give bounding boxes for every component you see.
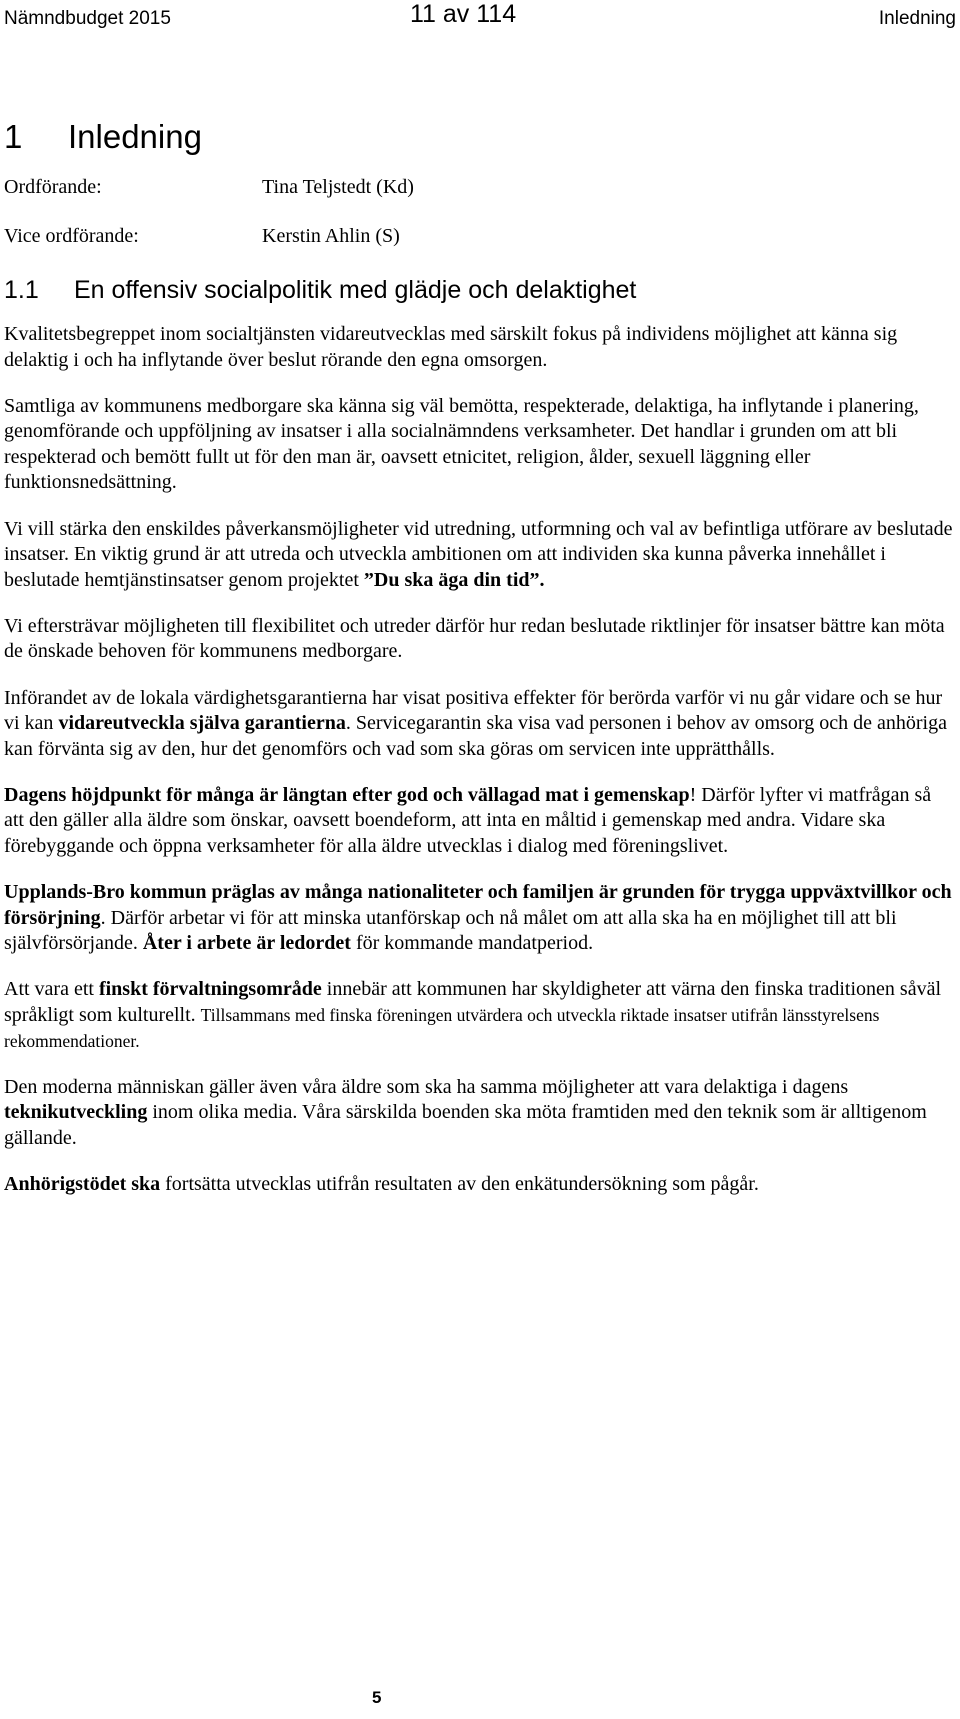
header-page-counter: 11 av 114 <box>410 0 517 28</box>
section-title: En offensiv socialpolitik med glädje och delaktighet <box>74 276 637 304</box>
paragraph <box>4 977 954 1054</box>
text-run: Vi vill stärka den enskildes påverkansmöjligheter vid utredning, utformning och val av befintliga utförare av beslutade insatser. En viktig grund är att utreda och utveckla ambitionen om att individen ska kunna påverka innehållet i beslutade hemtjänstinsatser genom projektet <box>4 517 953 591</box>
bold-text-run: vidareutveckla själva garantierna <box>58 712 346 735</box>
bold-text-run: ”Du ska äga din tid”. <box>363 568 545 591</box>
role-name: Tina Teljstedt (Kd) <box>262 176 414 198</box>
paragraph <box>4 322 954 373</box>
text-run: Att vara ett <box>4 978 99 1001</box>
paragraph <box>4 614 954 665</box>
bold-text-run: teknikutveckling <box>4 1101 148 1124</box>
chapter-number: 1 <box>4 118 23 155</box>
text-run: Vi eftersträvar möjligheten till flexibilitet och utreder därför hur redan beslutade riktlinjer för insatser bättre kan möta de önskade behoven för kommunens medborgare. <box>4 614 945 663</box>
bold-text-run: finskt förvaltningsområde <box>98 978 322 1001</box>
bold-text-run: Anhörigstödet ska <box>4 1172 161 1195</box>
bold-text-run: Upplands-Bro kommun präglas av många nationaliteter och familjen är grunden för trygga uppväxtvillkor och försörjning <box>4 881 952 929</box>
paragraph <box>4 1075 954 1152</box>
paragraph <box>4 517 954 594</box>
section-heading <box>4 276 636 305</box>
page-number: 5 <box>372 1688 382 1707</box>
chapter-title: Inledning <box>68 118 202 155</box>
text-run: Samtliga av kommunens medborgare ska känna sig väl bemötta, respekterade, delaktiga, ha inflytande i planering, genomförande och uppföljning av insatser i alla socialnämndens verksamheter. Det handlar i grunden om att bli respekterad och bemött fullt ut för den man är, oavsett etnicitet, religion, ålder, sexuell läggning eller funktionsnedsättning. <box>4 394 919 494</box>
body-text <box>4 322 954 1218</box>
text-run: för kommande mandatperiod. <box>350 932 594 955</box>
header-section-name: Inledning <box>878 8 956 29</box>
role-name: Kerstin Ahlin (S) <box>262 225 400 247</box>
bold-text-run: Dagens höjdpunkt för många är längtan efter god och vällagad mat i gemenskap <box>4 783 690 806</box>
role-label: Ordförande: <box>4 176 102 198</box>
text-run: . Servicegarantin ska visa vad personen i behov av omsorg och de anhöriga kan förvänta sig av den, hur det genomförs och vad som ska göras om servicen inte upprätthålls. <box>4 712 947 760</box>
paragraph <box>4 880 954 957</box>
text-run: Kvalitetsbegreppet inom socialtjänsten vidareutvecklas med särskilt fokus på individens möjlighet att känna sig delaktig i och ha inflytande över beslut rörande den egna omsorgen. <box>4 323 898 371</box>
section-number: 1.1 <box>4 276 39 304</box>
paragraph <box>4 394 954 496</box>
header-document-title: Nämndbudget 2015 <box>4 8 171 29</box>
role-chair <box>4 176 414 199</box>
paragraph <box>4 1172 954 1198</box>
small-text-run: Tillsammans med finska föreningen utvärdera och utveckla riktade insatser utifrån länsstyrelsens rekommendationer. <box>4 1004 880 1051</box>
text-run: . Därför arbetar vi för att minska utanförskap och nå målet om att alla ska ha en möjlighet till att bli självförsörjande. <box>4 906 897 955</box>
paragraph <box>4 783 954 860</box>
role-vice-chair <box>4 225 400 248</box>
text-run: ! Därför lyfter vi matfrågan så att den gäller alla äldre som önskar, oavsett boendeform, att inta en måltid i gemenskap med andra. Vidare ska förebyggande och öppna verksamheter för alla äldre utvecklas i dialog med föreningslivet. <box>4 783 932 857</box>
text-run: fortsätta utvecklas utifrån resultaten av den enkätundersökning som pågår. <box>160 1172 759 1195</box>
text-run: innebär att kommunen har skyldigheter att värna den finska traditionen såväl språkligt som kulturellt. <box>4 978 942 1026</box>
text-run: inom olika media. Våra särskilda boenden ska möta framtiden med den teknik som är alltigenom gällande. <box>4 1101 927 1149</box>
bold-text-run: Åter i arbete är ledordet <box>142 932 351 955</box>
paragraph <box>4 686 954 763</box>
chapter-heading <box>4 118 202 156</box>
role-label: Vice ordförande: <box>4 225 139 247</box>
text-run: Införandet av de lokala värdighetsgarantierna har visat positiva effekter för berörda varför vi nu går vidare och se hur vi kan <box>4 686 943 735</box>
text-run: Den moderna människan gäller även våra äldre som ska ha samma möjligheter att vara delaktiga i dagens <box>4 1075 849 1098</box>
